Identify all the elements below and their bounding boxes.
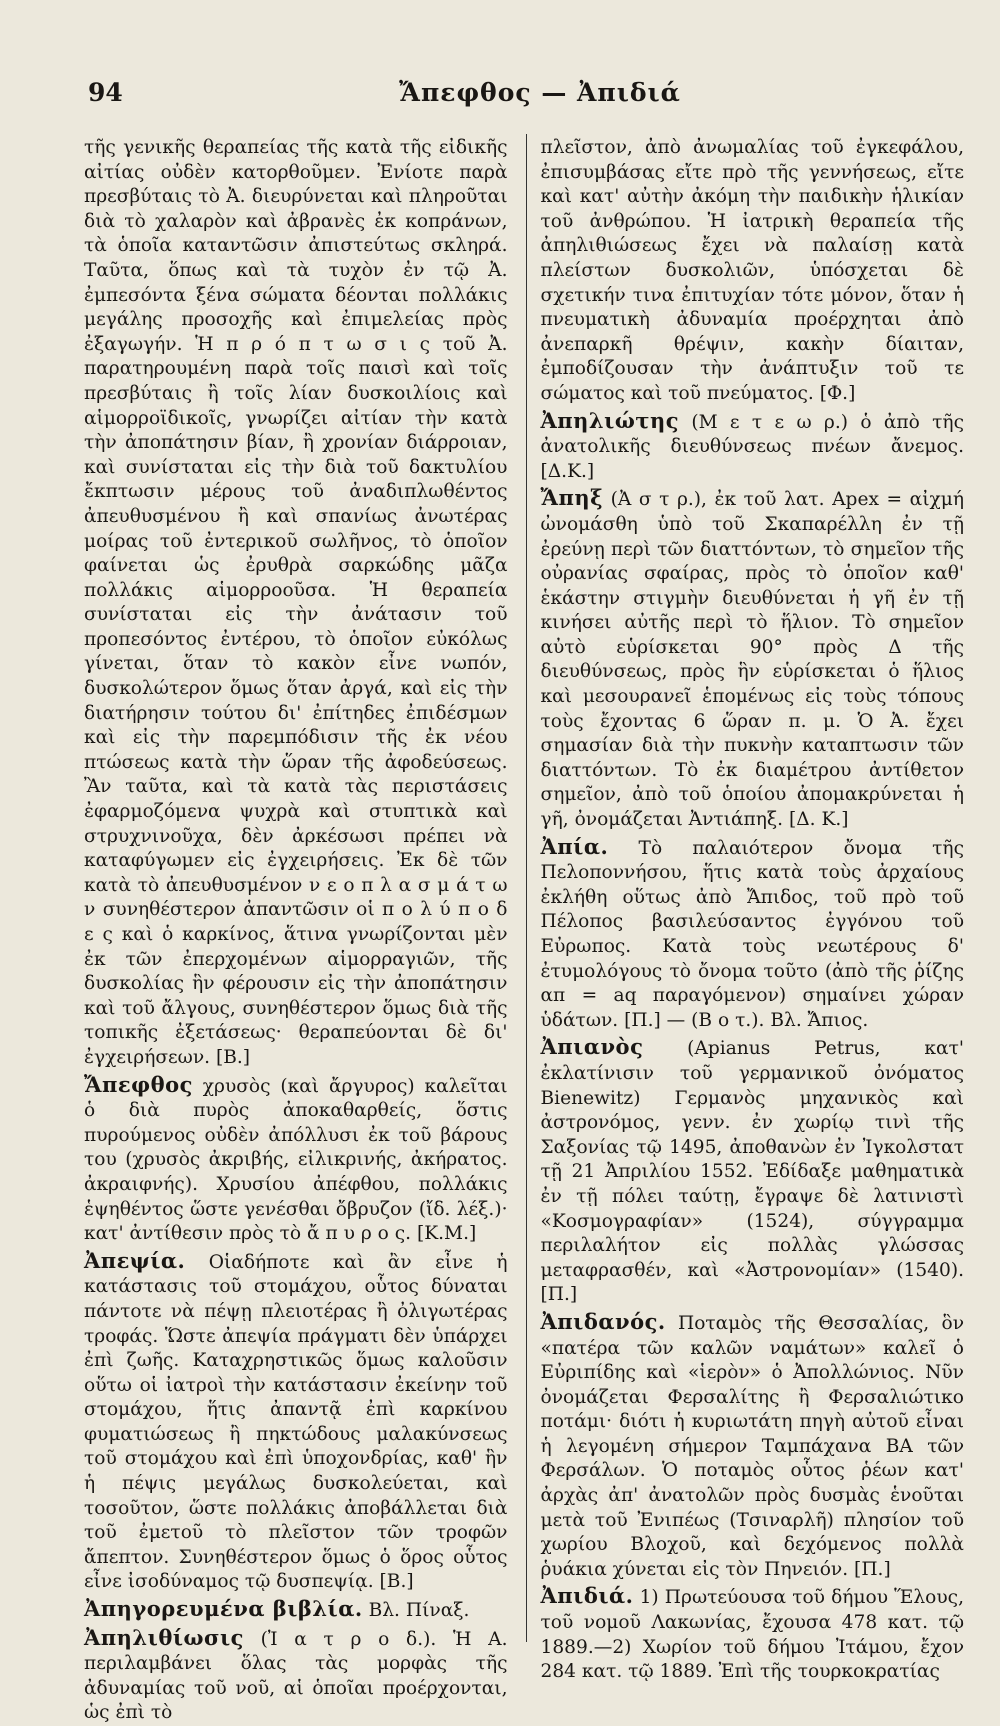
entry-headword: Ἀπιδανός. <box>540 1308 666 1334</box>
entry-text: Τὸ παλαιότερον ὄνομα τῆς Πελοποννήσου, ἥτις κατὰ τοὺς ἀρχαίους ἐκλήθη οὕτως ἀπὸ Ἄπιδος, τοῦ πρὸ τοῦ Πέλοπος βασιλεύσαντος ἐγγόνου τοῦ Εὐρωπος. Κατὰ τοὺς νεωτέρους δ' ἐτυμολόγους τὸ ὄνομα τοῦτο (ἀπὸ τῆς ῥίζης απ = aq παραγόμενον) σημαίνει χώραν ὑδάτων. [Π.] — (Β ο τ.). Βλ. Ἄπιος. <box>540 837 964 1031</box>
entry-headword: Ἀπιδιά. <box>540 1583 634 1609</box>
entry-text: Βλ. Πίναξ. <box>362 1600 470 1622</box>
left-column <box>84 134 508 1724</box>
entry-text: (Ἀ σ τ ρ.), ἐκ τοῦ λατ. Apex = αἰχμή ὠνομάσθη ὑπὸ τοῦ Σκαπαρέλλη ἐν τῇ ἐρεύνῃ περὶ τῶν διαττόντων, τὸ σημεῖον τῆς οὐρανίας σφαίρας, πρὸς τὸ ὁποῖον καθ' ἑκάστην στιγμὴν διευθύνεται ἡ γῆ ἐν τῇ κινήσει αὐτῆς περὶ τὸ ἥλιον. Τὸ σημεῖον αὐτὸ εὑρίσκεται 90° πρὸς Δ τῆς διευθύνσεως, πρὸς ἣν εὑρίσκεται ὁ ἥλιος καὶ μεσουρανεῖ ἑπομένως εἰς τοὺς τόπους τοὺς ἔχοντας 6 ὥραν π. μ. Ὁ Ἀ. ἔχει σημασίαν διὰ τὴν πυκνὴν καταπτωσιν τῶν διαττόντων. Τὸ ἐκ διαμέτρου ἀντίθετον σημεῖον, ἀπὸ τοῦ ὁποίου ἀπομακρύνεται ἡ γῆ, ὀνομάζεται Ἀντιάπηξ. [Δ. Κ.] <box>540 489 964 831</box>
dictionary-entry <box>84 134 508 1071</box>
dictionary-entry <box>541 835 965 1034</box>
entry-text: 1) Πρωτεύουσα τοῦ δήμου Ἕλους, τοῦ νομοῦ Λακωνίας, ἔχουσα 478 κατ. τῷ 1889.—2) Χωρίον τοῦ δήμου Ἰτάμου, ἔχον 284 κατ. τῷ 1889. Ἐπὶ τῆς τουρκοκρατίας <box>540 1587 964 1683</box>
dictionary-entry <box>541 1584 965 1684</box>
dictionary-entry <box>541 486 965 832</box>
entry-headword: Ἄπεφθος <box>84 1071 193 1097</box>
entry-headword: Ἀπιανὸς <box>540 1034 644 1060</box>
dictionary-entry <box>541 1035 965 1308</box>
right-column <box>526 134 965 1683</box>
dictionary-entry <box>541 134 965 407</box>
entry-text: τῆς γενικῆς θεραπείας τῆς κατὰ τῆς εἰδικῆς αἰτίας οὐδὲν κατορθοῦμεν. Ἐνίοτε παρὰ πρεσβύταις τὸ Ἀ. διευρύνεται καὶ πληροῦται διὰ τὸ χαλαρὸν καὶ ἀβρανὲς ἐκ κοπράνων, τὰ ὁποῖα καταντῶσιν ἀπιστεύτως σκληρά. Ταῦτα, ὅπως καὶ τὰ τυχὸν ἐν τῷ Ἀ. ἐμπεσόντα ξένα σώματα δέονται πολλάκις μεγάλης προσοχῆς καὶ ἐπιμελείας πρὸς ἐξαγωγήν. Ἡ π ρ ό π τ ω σ ι ς τοῦ Ἀ. παρατηρουμένη παρὰ τοῖς παισὶ καὶ τοῖς πρεσβύταις ἢ τοῖς λίαν δυσκοιλίοις καὶ αἱμορροϊδικοῖς, γνωρίζει αἰτίαν τὴν κατὰ τὴν ἀποπάτησιν βίαν, ἢ χρονίαν διάρροιαν, καὶ συνίσταται εἰς τὴν διὰ τοῦ δακτυλίου ἔκπτωσιν μέρους τοῦ ἀναδιπλωθέντος ἀπευθυσμένου ἢ καὶ σπανίως ἀνωτέρας μοίρας τοῦ ἐντερικοῦ σωλῆνος, τὸ ὁποῖον φαίνεται ὡς ἐρυθρὰ σαρκώδης μᾶζα πολλάκις αἱμορροοῦσα. Ἡ θεραπεία συνίσταται εἰς τὴν ἀνάτασιν τοῦ προπεσόντος ἐντέρου, τὸ ὁποῖον εὐκόλως γίνεται, ὅταν τὸ κακὸν εἶνε νωπόν, δυσκολώτερον ὅμως ὅταν ἀργά, καὶ εἰς τὴν διατήρησιν τούτου δι' ἐπίτηδες ἐπιδέσμων καὶ εἰς τὴν παρεμπόδισιν τῆς ἐκ νέου πτώσεως κατὰ τὴν ὥραν τῆς ἀφοδεύσεως. Ἂν ταῦτα, καὶ τὰ κατὰ τὰς περιστάσεις ἐφαρμοζόμενα ψυχρὰ καὶ στυπτικὰ καὶ στρυχνινοῦχα, δὲν ἀρκέσωσι πρέπει νὰ καταφύγωμεν εἰς ἐγχειρήσεις. Ἐκ δὲ τῶν κατὰ τὸ ἀπευθυσμένον ν ε ο π λ α σ μ ά τ ω ν συνηθέστερον ἀπαντῶσιν οἱ π ο λ ύ π ο δ ε ς καὶ ὁ καρκίνος, ἅτινα γνωρίζονται μὲν ἐκ τῶν ἐπερχομένων αἱμορραγιῶν, τῆς δυσκολίας ἣν φέρουσιν εἰς τὴν ἀποπάτησιν καὶ τοῦ ἄλγους, συνηθέστερον ὅμως διὰ τῆς τοπικῆς ἐξετάσεως· θεραπεύονται δὲ δι' ἐγχειρήσεων. [Β.] <box>84 137 508 1068</box>
entry-headword: Ἀπηγορευμένα βιβλία. <box>84 1596 363 1622</box>
dictionary-entry <box>541 1310 965 1583</box>
entry-text: (Apianus Petrus, κατ' ἐκλατίνισιν τοῦ γερμανικοῦ ὀνόματος Bienewitz) Γερμανὸς μηχανικὸς καὶ ἀστρονόμος, γενν. ἐν χωρίῳ τινὶ τῆς Σαξονίας τῷ 1495, ἀποθανὼν ἐν Ἰγκολστατ τῇ 21 Ἀπριλίου 1552. Ἐδίδαξε μαθηματικὰ ἐν τῇ πόλει ταύτῃ, ἔγραψε δὲ λατινιστὶ «Κοσμογραφίαν» (1524), σύγγραμμα περιλαλήτον εἰς πολλὰς γλώσσας μεταφρασθέν, καὶ «Ἀστρονομίαν» (1540). [Π.] <box>540 1038 964 1306</box>
dictionary-entry <box>84 1073 508 1247</box>
dictionary-entry <box>84 1626 508 1726</box>
entry-headword: Ἀπηλιθίωσις <box>84 1624 244 1650</box>
entry-text: Οἱαδήποτε καὶ ἂν εἶνε ἡ κατάστασις τοῦ στομάχου, οὗτος δύναται πάντοτε νὰ πέψῃ πλειοτέρας ἢ ὀλιγωτέρας τροφάς. Ὥστε ἀπεψία πράγματι δὲν ὑπάρχει ἐπὶ ζωῆς. Καταχρηστικῶς ὅμως καλοῦσιν οὕτω οἱ ἰατροὶ τὴν κατάστασιν ἐκείνην τοῦ στομάχου, ἥτις ἀπαντᾷ ἐπὶ καρκίνου φυματιώσεως ἢ πηκτώδους μαλακύνσεως τοῦ στομάχου καὶ ἐπὶ ὑποχονδρίας, καθ' ἣν ἡ πέψις μεγάλως δυσκολεύεται, καὶ τοσοῦτον, ὥστε πολλάκις ἀποβάλλεται διὰ τοῦ ἐμετοῦ τὸ πλεῖστον τῶν τροφῶν ἄπεπτον. Συνηθέστερον ὅμως ὁ ὅρος οὗτος εἶνε ἰσοδύναμος τῷ δυσπεψίᾳ. [Β.] <box>84 1251 508 1593</box>
entry-headword: Ἀπηλιώτης <box>540 407 679 433</box>
entry-headword: Ἄπηξ <box>540 485 604 511</box>
entry-headword: Ἀπία. <box>540 833 609 859</box>
entry-headword: Ἀπεψία. <box>84 1247 186 1273</box>
entry-text: (Ἰ α τ ρ ο δ.). Ἡ Α. περιλαμβάνει ὅλας τὰς μορφὰς τῆς ἀδυναμίας τοῦ νοῦ, αἱ ὁποῖαι προέρχονται, ὡς ἐπὶ τὸ <box>84 1628 508 1724</box>
running-head: Ἄπεφθος — Ἀπιδιά <box>399 78 681 107</box>
entry-text: χρυσὸς (καὶ ἄργυρος) καλεῖται ὁ διὰ πυρὸς ἀποκαθαρθείς, ὅστις πυρούμενος οὐδὲν ἀπόλλυσι ἐκ τοῦ βάρους του (χρυσὸς ἀκριβής, εἰλικρινής, ἀκήρατος. ἀκραιφνής). Χρυσίου ἀπέφθου, πολλάκις ἑψηθέντος ὥστε γενέσθαι ὄβρυζον (ἴδ. λέξ.)· κατ' ἀντίθεσιν πρὸς τὸ ἄ π υ ρ ο ς. [Κ.Μ.] <box>84 1075 508 1245</box>
entry-text: Ποταμὸς τῆς Θεσσαλίας, ὃν «πατέρα τῶν καλῶν ναμάτων» καλεῖ ὁ Εὐριπίδης καὶ «ἱερὸν» ὁ Ἀπολλώνιος. Νῦν ὀνομάζεται Φερσαλίτης ἢ Φερσαλιώτικο ποτάμι· διότι ἡ κυριωτάτη πηγὴ αὐτοῦ εἶναι ἡ λεγομένη σήμερον Ταμπάχανα ΒΑ τῶν Φερσάλων. Ὁ ποταμὸς οὗτος ῥέων κατ' ἀρχὰς ἀπ' ἀνατολῶν πρὸς δυσμὰς ἑνοῦται μετὰ τοῦ Ἐνιπέως (Τσιναρλῆ) πλησίον τοῦ χωρίου Βλοχοῦ, καὶ δεχόμενος πολλὰ ῥυάκια χύνεται εἰς τὸν Πηνειόν. [Π.] <box>540 1312 964 1580</box>
text-columns <box>84 134 964 1724</box>
dictionary-entry <box>84 1597 508 1624</box>
entry-text: (Μ ε τ ε ω ρ.) ὁ ἀπὸ τῆς ἀνατολικῆς διευθύνσεως πνέων ἄνεμος. [Δ.Κ.] <box>540 411 964 482</box>
entry-text: πλεῖστον, ἀπὸ ἀνωμαλίας τοῦ ἐγκεφάλου, ἐπισυμβάσας εἴτε πρὸ τῆς γεννήσεως, εἴτε καὶ κατ' αὐτὴν ἀκόμη τὴν παιδικὴν ἡλικίαν τοῦ ἀνθρώπου. Ἡ ἰατρικὴ θεραπεία τῆς ἀπηλιθιώσεως ἔχει νὰ παλαίσῃ κατὰ πλείστων δυσκολιῶν, ὑπόσχεται δὲ σχετικήν τινα ἐπιτυχίαν τότε μόνον, ὅταν ἡ πνευματικὴ ἀδυναμία προέρχηται ἀπὸ ἀνεπαρκῆ θρέψιν, κακὴν δίαιταν, ἐμποδίζουσαν τὴν ἀνάπτυξιν τοῦ τε σώματος καὶ τοῦ πνεύματος. [Φ.] <box>540 137 964 404</box>
dictionary-entry <box>84 1249 508 1595</box>
dictionary-entry <box>541 409 965 485</box>
page-header <box>80 78 960 118</box>
page-number: 94 <box>88 78 123 107</box>
